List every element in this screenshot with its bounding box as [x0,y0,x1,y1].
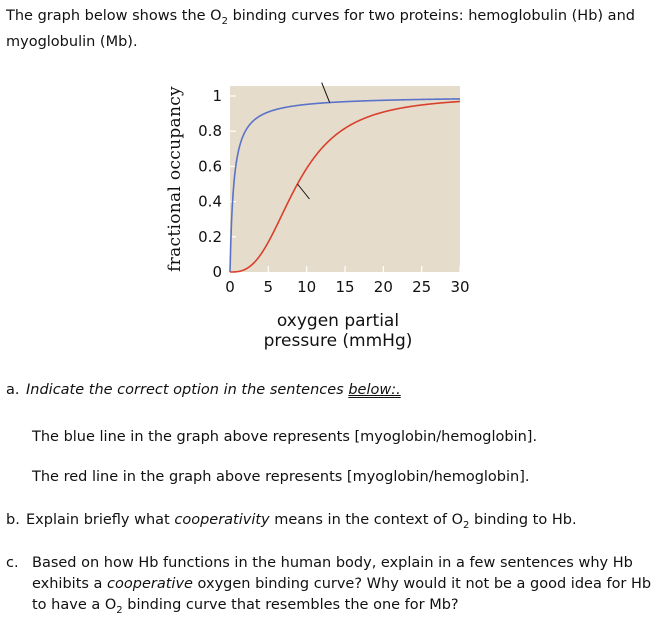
x-tick-label: 25 [412,278,432,296]
question-a: a. Indicate the correct option in the sentences below:. [6,382,401,398]
question-a-blue: The blue line in the graph above represents [myoglobin/hemoglobin]. [32,429,538,445]
x-tick-label: 10 [297,278,317,296]
oxygen-binding-chart [150,76,495,351]
question-c: c. Based on how Hb functions in the human body, explain in a few sentences why Hb exhibits a cooperative oxygen binding curve? Why would it not be a good idea for Hb to have a $O_2$ binding curve that resembles the one for Mb? [6,555,652,616]
question-b: b. Explain briefly what cooperativity means in the context of $O_2$ binding to Hb. [6,512,577,531]
x-axis-label-line2: pressure (mmHg) [263,331,413,351]
y-tick-label: 0.8 [198,122,222,141]
question-a-red: The red line in the graph above represents [myoglobin/hemoglobin]. [32,469,530,485]
x-tick-label: 30 [450,278,470,296]
x-axis-label-line1: oxygen partial [276,311,400,331]
x-tick-label: 15 [335,278,355,296]
y-tick-label: 1 [212,87,222,105]
y-tick-label: 0.4 [198,192,222,211]
y-tick-label: 0.2 [198,227,222,246]
intro-text: The graph below shows the $O_2$ binding curves for two proteins: hemoglobulin (Hb) and myoglobulin (Mb). [6,8,635,50]
y-axis-label: fractional occupancy [165,86,185,272]
y-tick-label: 0.6 [198,157,222,176]
x-tick-label: 20 [373,278,393,296]
y-tick-label: 0 [212,263,222,281]
x-tick-label: 0 [225,278,235,296]
x-tick-label: 5 [263,278,274,296]
